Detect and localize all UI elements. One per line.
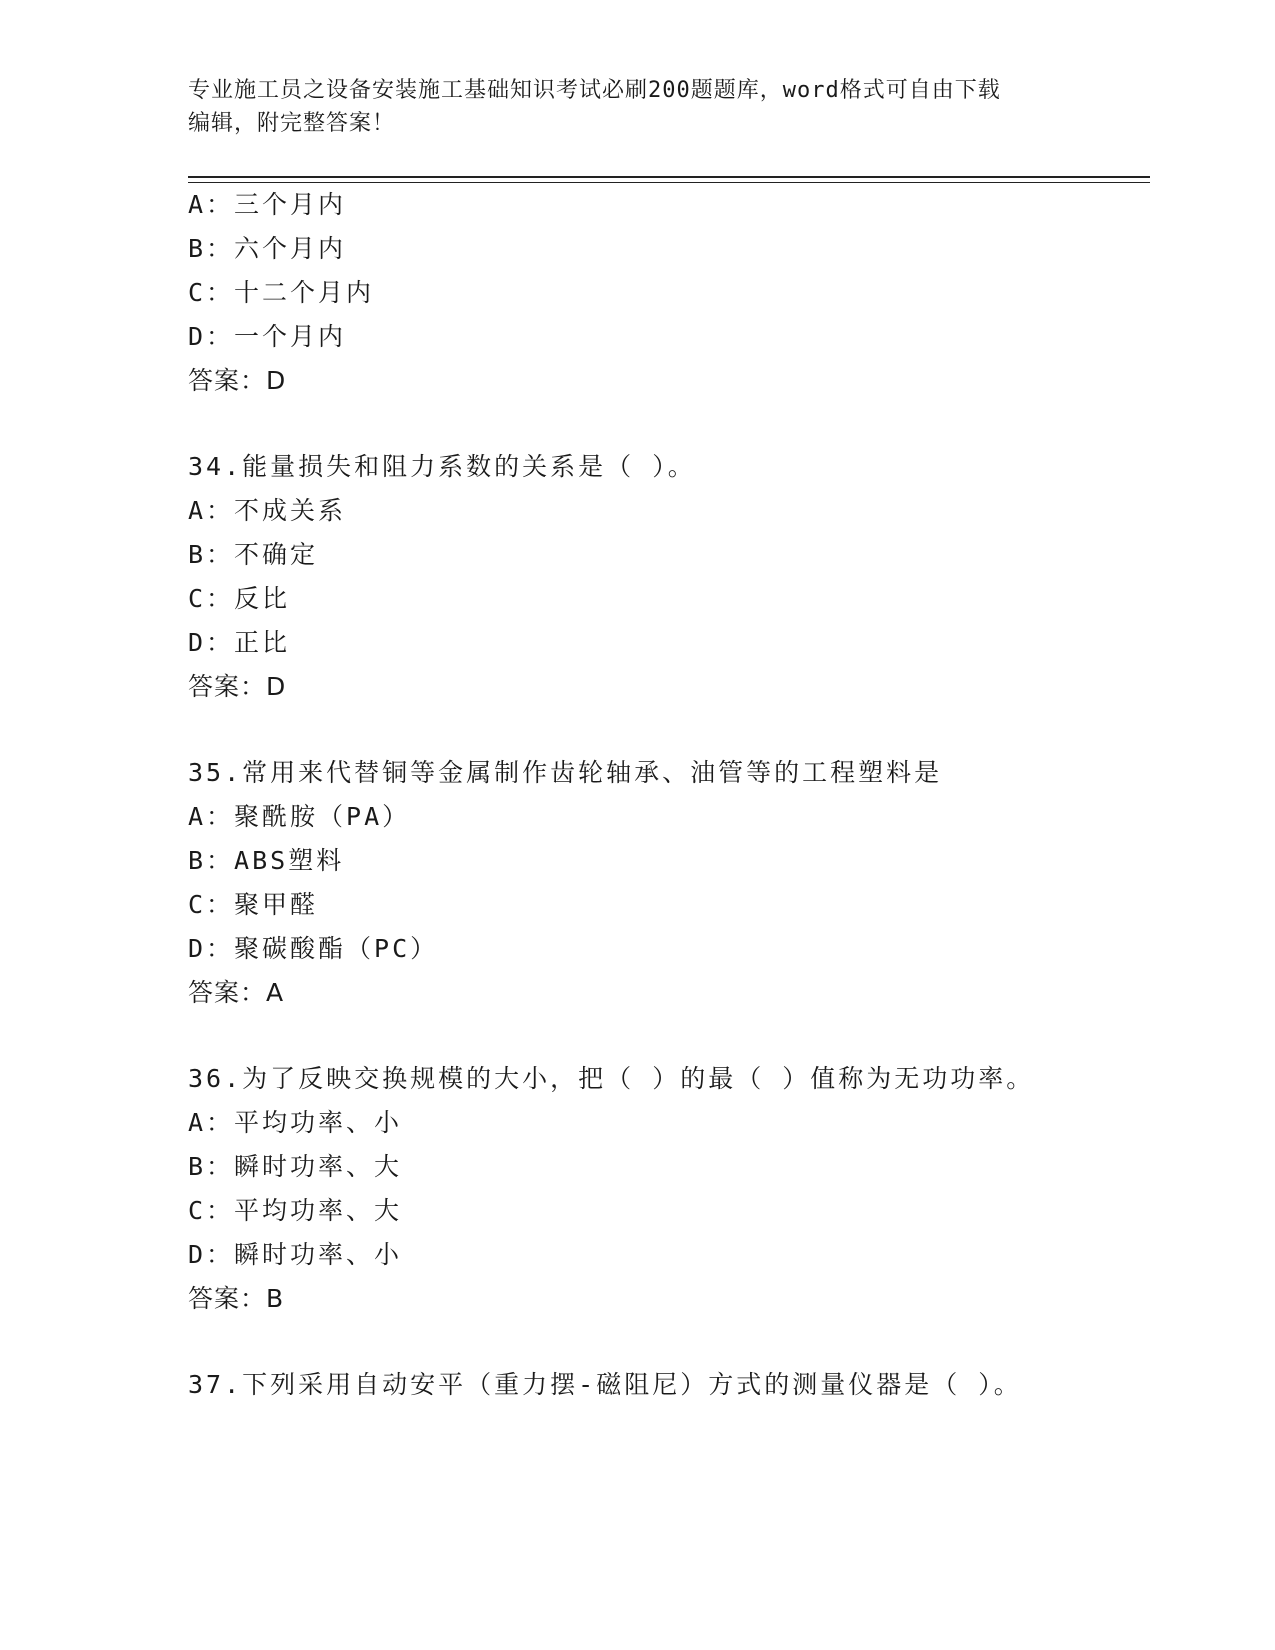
q36-answer: 答案：B xyxy=(188,1284,285,1313)
question-37-stem: 37.下列采用自动安平（重力摆-磁阻尼）方式的测量仪器是（ ）。 xyxy=(188,1370,1022,1399)
q35-option-c: C：聚甲醛 xyxy=(188,890,319,919)
q34-option-c: C：反比 xyxy=(188,584,291,613)
option-b: B：六个月内 xyxy=(188,234,347,263)
option-d: D：一个月内 xyxy=(188,322,347,351)
q36-option-d: D：瞬时功率、小 xyxy=(188,1240,403,1269)
q34-option-d: D：正比 xyxy=(188,628,291,657)
q36-option-a: A：平均功率、小 xyxy=(188,1108,403,1137)
q35-option-b: B：ABS塑料 xyxy=(188,846,345,875)
header-line-2: 编辑，附完整答案！ xyxy=(188,111,396,136)
q34-option-b: B：不确定 xyxy=(188,540,319,569)
header-divider-thick xyxy=(188,176,1150,178)
option-a: A：三个月内 xyxy=(188,190,347,219)
question-36-stem: 36.为了反映交换规模的大小，把（ ）的最（ ）值称为无功功率。 xyxy=(188,1064,1035,1093)
q34-answer: 答案：D xyxy=(188,672,287,701)
option-c: C：十二个月内 xyxy=(188,278,375,307)
q35-option-d: D：聚碳酸酯（PC） xyxy=(188,934,439,963)
question-34-stem: 34.能量损失和阻力系数的关系是（ ）。 xyxy=(188,452,696,481)
header-divider-thin xyxy=(188,182,1150,183)
answer-line: 答案：D xyxy=(188,366,287,395)
q35-answer: 答案：A xyxy=(188,978,285,1007)
q36-option-b: B：瞬时功率、大 xyxy=(188,1152,403,1181)
q35-option-a: A：聚酰胺（PA） xyxy=(188,802,411,831)
question-35-stem: 35.常用来代替铜等金属制作齿轮轴承、油管等的工程塑料是 xyxy=(188,758,943,787)
q34-option-a: A：不成关系 xyxy=(188,496,347,525)
q36-option-c: C：平均功率、大 xyxy=(188,1196,403,1225)
header-line-1: 专业施工员之设备安装施工基础知识考试必刷200题题库，word格式可自由下载 xyxy=(188,78,1001,103)
document-header xyxy=(188,74,1088,140)
